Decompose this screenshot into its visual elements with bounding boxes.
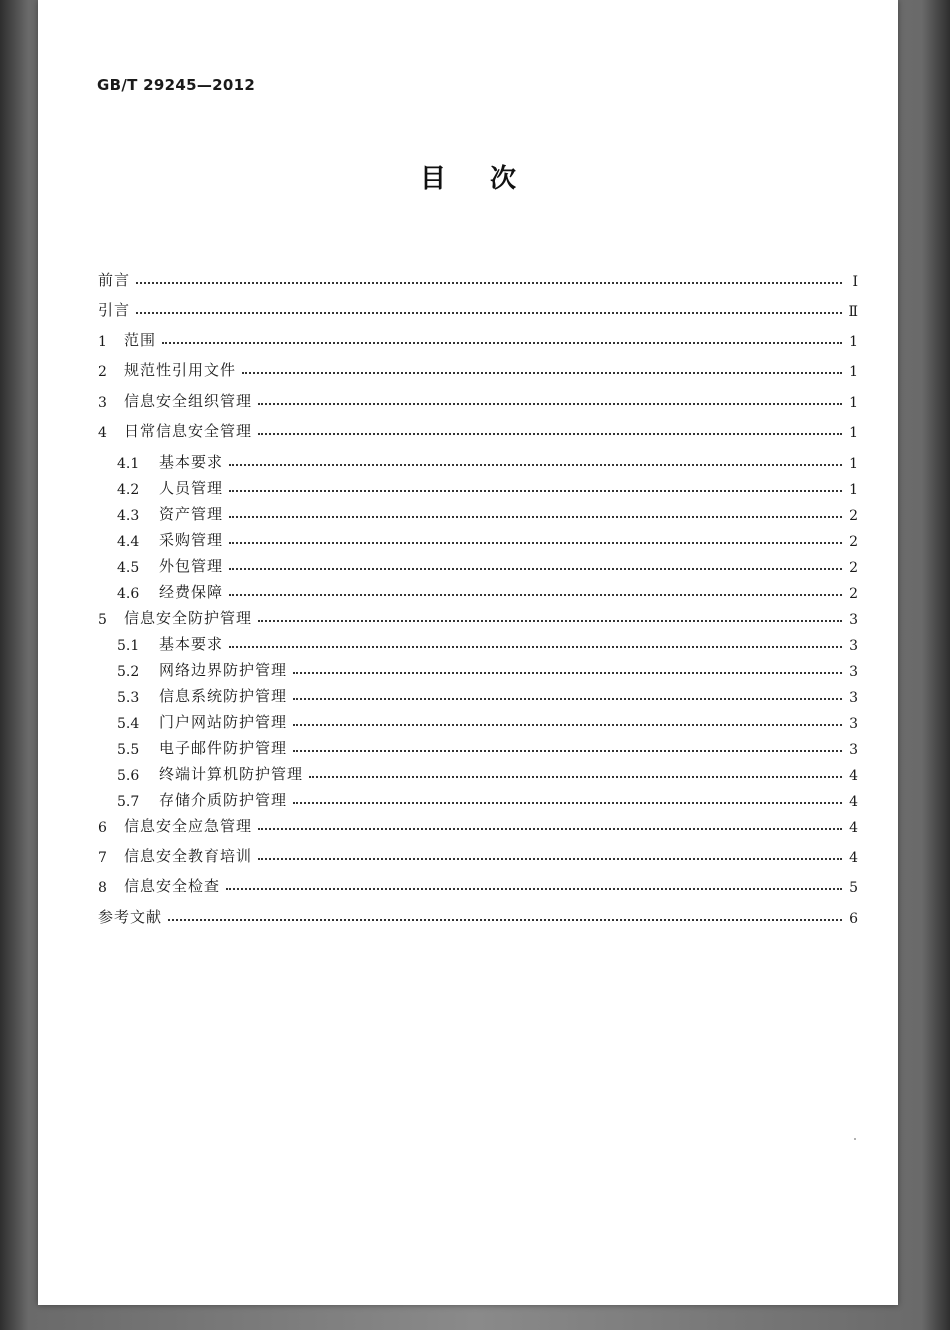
toc-entry-label: 人员管理 xyxy=(159,479,224,497)
toc-entry-number: 6 xyxy=(98,820,107,836)
toc-entry-page: 1 xyxy=(849,456,858,472)
toc-entry[interactable] xyxy=(117,474,858,498)
toc-entry-page: 5 xyxy=(849,880,858,896)
toc-entry-page: 4 xyxy=(849,768,858,784)
toc-entry-number: 1 xyxy=(98,334,107,350)
toc-entry[interactable] xyxy=(117,630,858,654)
toc-entry-page: Ⅰ xyxy=(852,274,858,290)
toc-entry-page: 3 xyxy=(849,638,858,654)
toc-entry-number: 4.3 xyxy=(117,508,140,524)
dot-leader xyxy=(168,919,842,921)
dot-leader xyxy=(293,750,842,752)
toc-entry-page: 4 xyxy=(849,820,858,836)
toc-entry-number: 4.2 xyxy=(117,482,140,498)
toc-entry-label: 网络边界防护管理 xyxy=(159,661,288,679)
toc-entry-page: 1 xyxy=(849,482,858,498)
toc-entry-number: 4.1 xyxy=(117,456,140,472)
toc-entry[interactable] xyxy=(117,448,858,472)
dot-leader xyxy=(258,620,842,622)
toc-entry[interactable] xyxy=(98,417,858,441)
toc-entry-page: 2 xyxy=(849,508,858,524)
toc-entry-number: 2 xyxy=(98,364,107,380)
toc-entry[interactable] xyxy=(117,734,858,758)
toc-entry[interactable] xyxy=(98,356,858,380)
toc-entry-label: 基本要求 xyxy=(159,635,224,653)
toc-entry[interactable] xyxy=(98,326,858,350)
dot-leader xyxy=(229,490,842,492)
toc-entry[interactable] xyxy=(117,578,858,602)
document-id: GB/T 29245—2012 xyxy=(97,76,256,94)
dot-leader xyxy=(136,312,842,314)
toc-entry-number: 5 xyxy=(98,612,107,628)
toc-entry-page: 6 xyxy=(849,911,858,927)
dot-leader xyxy=(293,724,842,726)
toc-entry-label: 资产管理 xyxy=(159,505,224,523)
toc-entry-label: 参考文献 xyxy=(98,908,163,926)
page-title: 目次 xyxy=(419,164,560,194)
dot-leader xyxy=(229,646,842,648)
toc-entry-label: 信息安全检查 xyxy=(124,877,221,895)
toc-entry[interactable] xyxy=(117,708,858,732)
toc-entry-page: 3 xyxy=(849,716,858,732)
toc-entry-label: 采购管理 xyxy=(159,531,224,549)
dot-leader xyxy=(293,672,842,674)
toc-entry-page: 3 xyxy=(849,690,858,706)
toc-entry-label: 引言 xyxy=(98,301,131,319)
toc-entry-page: 2 xyxy=(849,534,858,550)
dot-leader xyxy=(258,828,842,830)
toc-entry-label: 范围 xyxy=(124,331,157,349)
toc-entry-label: 日常信息安全管理 xyxy=(124,422,253,440)
toc-entry-label: 基本要求 xyxy=(159,453,224,471)
toc-entry[interactable] xyxy=(117,760,858,784)
toc-entry[interactable] xyxy=(98,266,858,290)
toc-entry-number: 5.7 xyxy=(117,794,140,810)
toc-entry-number: 7 xyxy=(98,850,107,866)
toc-entry-page: 2 xyxy=(849,586,858,602)
dot-leader xyxy=(258,858,842,860)
toc-entry-label: 外包管理 xyxy=(159,557,224,575)
toc-entry[interactable] xyxy=(117,682,858,706)
toc-entry-page: 3 xyxy=(849,742,858,758)
dot-leader xyxy=(293,802,842,804)
dot-leader xyxy=(229,542,842,544)
toc-entry-number: 4 xyxy=(98,425,107,441)
dot-leader xyxy=(229,568,842,570)
toc-entry-number: 4.6 xyxy=(117,586,140,602)
toc-entry-number: 4.4 xyxy=(117,534,140,550)
toc-entry-page: 1 xyxy=(849,395,858,411)
toc-entry-label: 信息安全应急管理 xyxy=(124,817,253,835)
toc-entry-label: 信息安全防护管理 xyxy=(124,609,253,627)
toc-entry-label: 规范性引用文件 xyxy=(124,361,237,379)
toc-entry-label: 经费保障 xyxy=(159,583,224,601)
toc-entry-page: 2 xyxy=(849,560,858,576)
toc-entry[interactable] xyxy=(117,526,858,550)
toc-entry-label: 信息安全组织管理 xyxy=(124,392,253,410)
toc-entry-number: 5.2 xyxy=(117,664,140,680)
toc-entry-page: 1 xyxy=(849,364,858,380)
toc-entry[interactable] xyxy=(98,872,858,896)
toc-entry-page: 1 xyxy=(849,425,858,441)
toc-entry-number: 5.1 xyxy=(117,638,140,654)
toc-entry[interactable] xyxy=(98,842,858,866)
dot-leader xyxy=(242,372,842,374)
toc-entry-page: 4 xyxy=(849,850,858,866)
toc-entry-page: 1 xyxy=(849,334,858,350)
toc-entry-page: 4 xyxy=(849,794,858,810)
toc-entry-label: 终端计算机防护管理 xyxy=(159,765,304,783)
dot-leader xyxy=(226,888,842,890)
toc-entry-label: 前言 xyxy=(98,271,131,289)
toc-entry-page: 3 xyxy=(849,612,858,628)
toc-entry-number: 5.6 xyxy=(117,768,140,784)
toc-entry[interactable] xyxy=(98,812,858,836)
toc-entry-label: 门户网站防护管理 xyxy=(159,713,288,731)
toc-entry-number: 4.5 xyxy=(117,560,140,576)
toc-entry-number: 5.3 xyxy=(117,690,140,706)
toc-entry-label: 信息系统防护管理 xyxy=(159,687,288,705)
dot-leader xyxy=(136,282,842,284)
dot-leader xyxy=(258,433,842,435)
dot-leader xyxy=(309,776,842,778)
dot-leader xyxy=(258,403,842,405)
toc-entry-label: 存储介质防护管理 xyxy=(159,791,288,809)
toc-entry-page: 3 xyxy=(849,664,858,680)
toc-entry-label: 信息安全教育培训 xyxy=(124,847,253,865)
dot-leader xyxy=(162,342,842,344)
toc-entry[interactable] xyxy=(117,500,858,524)
toc-entry-label: 电子邮件防护管理 xyxy=(159,739,288,757)
toc-entry[interactable] xyxy=(98,903,858,927)
toc-entry-number: 5.4 xyxy=(117,716,140,732)
toc-entry-number: 5.5 xyxy=(117,742,140,758)
dot-leader xyxy=(229,516,842,518)
toc-entry[interactable] xyxy=(98,387,858,411)
toc-entry-number: 8 xyxy=(98,880,107,896)
toc-entry[interactable] xyxy=(98,296,858,320)
dot-leader xyxy=(229,464,842,466)
scan-speck xyxy=(854,1138,856,1140)
dot-leader xyxy=(293,698,842,700)
toc-entry[interactable] xyxy=(98,604,858,628)
toc-entry[interactable] xyxy=(117,786,858,810)
document-page xyxy=(38,0,898,1305)
toc-entry-number: 3 xyxy=(98,395,107,411)
dot-leader xyxy=(229,594,842,596)
toc-entry[interactable] xyxy=(117,656,858,680)
table-of-contents xyxy=(98,0,858,1000)
toc-entry[interactable] xyxy=(117,552,858,576)
toc-entry-page: Ⅱ xyxy=(848,304,858,320)
